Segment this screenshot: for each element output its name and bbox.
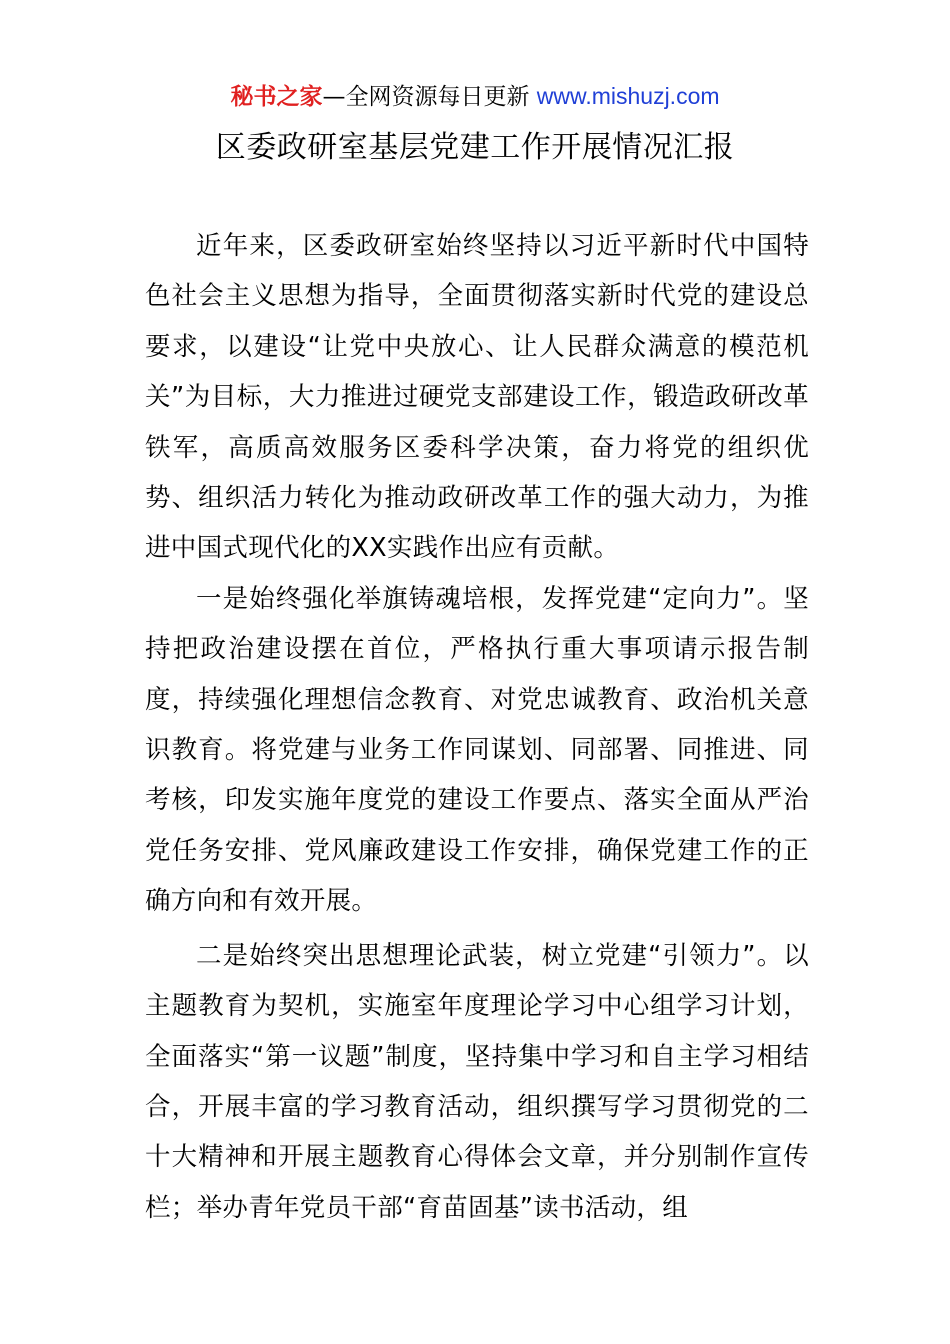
paragraph-intro: 近年来，区委政研室始终坚持以习近平新时代中国特色社会主义思想为指导，全面贯彻落实新时代党的建设总要求，以建设“让党中央放心、让人民群众满意的模范机关”为目标，大力推进过硬党支部建设工作，锻造政研改革铁军，高质高效服务区委科学决策，奋力将党的组织优势、组织活力转化为推动政研改革工作的强大动力，为推进中国式现代化的XX实践作出应有贡献。 xyxy=(145,231,809,564)
paragraph-point-one: 一是始终强化举旗铸魂培根，发挥党建“定向力”。坚持把政治建设摆在首位，严格执行重大事项请示报告制度，持续强化理想信念教育、对党忠诚教育、政治机关意识教育。将党建与业务工作同谋划、同部署、同推进、同考核，印发实施年度党的建设工作要点、落实全面从严治党任务安排、党风廉政建设工作安排，确保党建工作的正确方向和有效开展。 xyxy=(145,583,809,917)
site-name: 秘书之家 xyxy=(230,84,323,110)
paragraph-point-two: 二是始终突出思想理论武装，树立党建“引领力”。以主题教育为契机，实施室年度理论学习中心组学习计划，全面落实“第一议题”制度，坚持集中学习和自主学习相结合，开展丰富的学习教育活动，组织撰写学习贯彻党的二十大精神和开展主题教育心得体会文章，并分别制作宣传栏；举办青年党员干部“育苗固基”读书活动，组 xyxy=(145,940,809,1223)
document-title: 区委政研室基层党建工作开展情况汇报 xyxy=(215,130,735,165)
site-header xyxy=(0,80,950,113)
document-body xyxy=(145,221,809,1233)
site-url-link[interactable]: www.mishuzj.com xyxy=(536,83,720,109)
site-tagline: —全网资源每日更新 xyxy=(322,84,530,110)
